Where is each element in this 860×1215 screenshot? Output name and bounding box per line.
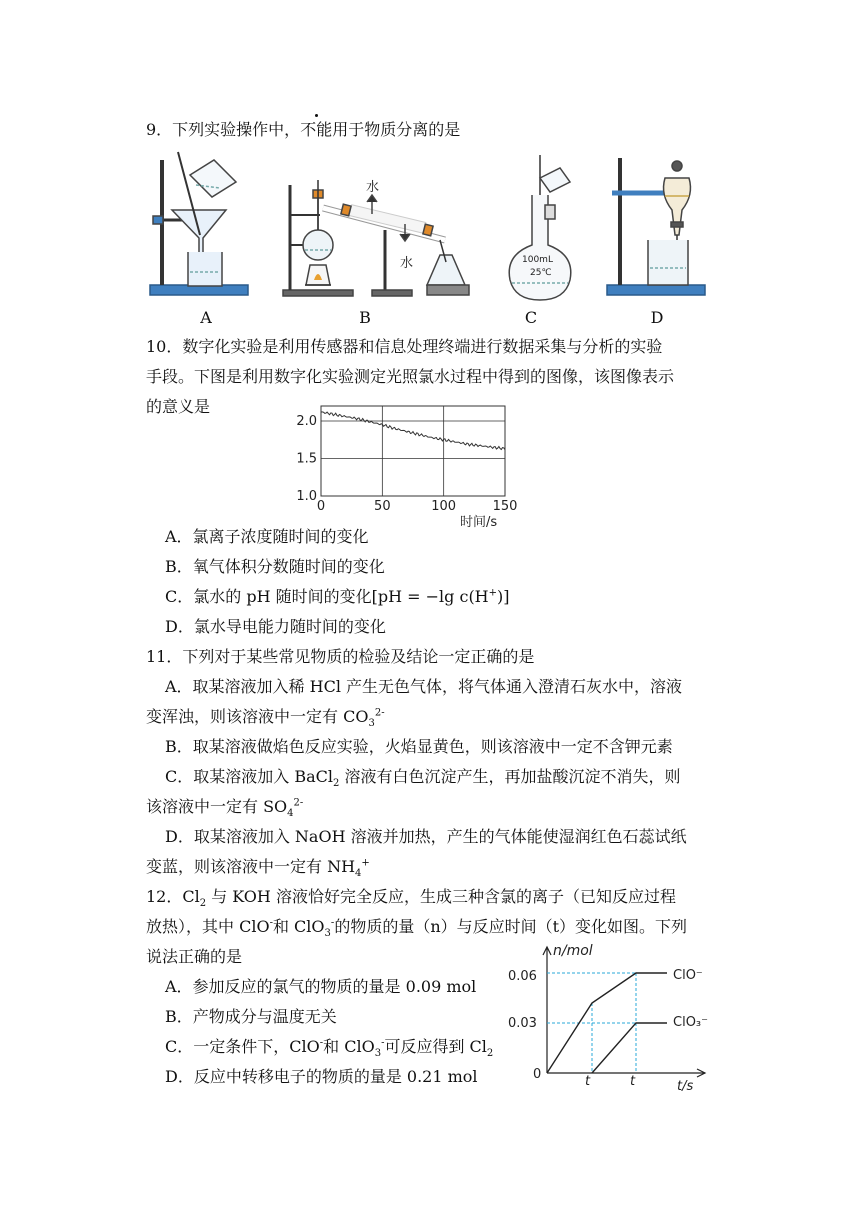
- q10-chart-frame: [321, 406, 505, 496]
- q10-chart-series-line: [321, 412, 505, 450]
- q10-option-b: B．氧气体积分数随时间的变化: [165, 557, 385, 576]
- q9-emphasis-1: 不能: [300, 120, 333, 139]
- q12-chart-xtick-t1: t: [585, 1074, 591, 1089]
- q11-option-a-line2: 变浑浊，则该溶液中一定有 $CO_3^{2-}$: [146, 707, 385, 730]
- q10-chart-xlabel: 时间/s: [460, 515, 498, 528]
- q11-option-c-line1: C．取某溶液加入 BaCl$_2$ 溶液有白色沉淀产生，再加盐酸沉淀不消失，则: [165, 767, 681, 790]
- apparatus-label-c: C: [524, 308, 538, 327]
- q12-option-b: B．产物成分与温度无关: [165, 1007, 337, 1026]
- c-flask-volume-label: 100mL: [522, 255, 553, 265]
- q12-chart-legend-clo: ClO⁻: [673, 968, 703, 983]
- q9-stem: 9．下列实验操作中，不能用于物质分离的是: [146, 120, 461, 139]
- q9-apparatus: [0, 0, 860, 310]
- q12-chart-ytick-0: 0: [533, 1067, 542, 1082]
- q10-chart-ytick: 1.5: [296, 451, 317, 467]
- c-flask-temp-label: 25℃: [530, 268, 552, 278]
- q12-chart-ytick-006: 0.06: [508, 969, 537, 984]
- q12-option-a: A．参加反应的氯气的物质的量是 0.09 mol: [165, 977, 477, 996]
- b-water-bottom-label: 水: [400, 256, 414, 271]
- q11-option-b: B．取某溶液做焰色反应实验，火焰显黄色，则该溶液中一定不含钾元素: [165, 737, 673, 756]
- q10-chart-xtick: 100: [431, 499, 457, 514]
- q11-option-d-line2: 变蓝，则该溶液中一定有 $NH_4^+$: [146, 857, 370, 880]
- apparatus-d-separatory-funnel: [607, 158, 705, 295]
- b-water-top-label: 水: [366, 180, 380, 195]
- q10-option-d: D．氯水导电能力随时间的变化: [165, 617, 386, 636]
- q12-chart: [505, 935, 735, 1095]
- apparatus-label-d: D: [650, 308, 664, 327]
- q12-option-c: C．一定条件下，ClO-和 ClO$_3$-可反应得到 $Cl_2$: [165, 1037, 494, 1060]
- q12-chart-xtick-t2: t: [630, 1074, 636, 1089]
- q10-chart-grid: [321, 406, 505, 496]
- q12-chart-series-clo3: [592, 1023, 667, 1073]
- apparatus-c-volumetric-flask: [509, 155, 571, 300]
- q11-stem: 11．下列对于某些常见物质的检验及结论一定正确的是: [146, 647, 535, 666]
- q10-chart: [288, 398, 548, 528]
- q12-stem-line1: 12．$Cl_2$ 与 KOH 溶液恰好完全反应，生成三种含氯的离子（已知反应过程: [146, 887, 676, 910]
- q11-option-a-line1: A．取某溶液加入稀 HCl 产生无色气体，将气体通入澄清石灰水中，溶液: [165, 677, 683, 696]
- q10-chart-xtick: 50: [374, 499, 391, 514]
- q12-stem-line2: 放热），其中 ClO-和 ClO$_3$-的物质的量（n）与反应时间（t）变化如图。下列: [146, 917, 688, 940]
- apparatus-label-b: B: [359, 308, 371, 327]
- q10-stem-line1: 10．数字化实验是利用传感器和信息处理终端进行数据采集与分析的实验: [146, 337, 663, 356]
- q12-chart-ylabel: n/mol: [553, 943, 593, 959]
- q10-stem-line2: 手段。下图是利用数字化实验测定光照氯水过程中得到的图像，该图像表示: [146, 367, 675, 386]
- apparatus-label-a: A: [200, 308, 212, 327]
- q12-option-d: D．反应中转移电子的物质的量是 0.21 mol: [165, 1067, 478, 1086]
- q11-option-d-line1: D．取某溶液加入 NaOH 溶液并加热，产生的气体能使湿润红色石蕊试纸: [165, 827, 687, 846]
- apparatus-a-filtration: [150, 152, 248, 295]
- apparatus-b-distillation: [283, 180, 469, 296]
- q12-stem-line3: 说法正确的是: [146, 947, 243, 966]
- q12-chart-legend-clo3: ClO₃⁻: [673, 1015, 708, 1030]
- q12-chart-ytick-003: 0.03: [508, 1016, 537, 1031]
- q10-stem-line3: 的意义是: [146, 397, 211, 416]
- q11-option-c-line2: 该溶液中一定有 $SO_4^{2-}$: [146, 797, 304, 820]
- q10-chart-ytick: 2.0: [296, 414, 317, 429]
- q10-chart-xtick: 0: [316, 499, 326, 514]
- q10-chart-ytick: 1.0: [296, 489, 317, 504]
- q10-option-c: C．氯水的 pH 随时间的变化[pH = −lg c(H+)]: [165, 587, 510, 606]
- q10-chart-xtick: 150: [492, 499, 518, 514]
- q10-option-a: A．氯离子浓度随时间的变化: [165, 527, 369, 546]
- q12-chart-xlabel: t/s: [677, 1079, 694, 1094]
